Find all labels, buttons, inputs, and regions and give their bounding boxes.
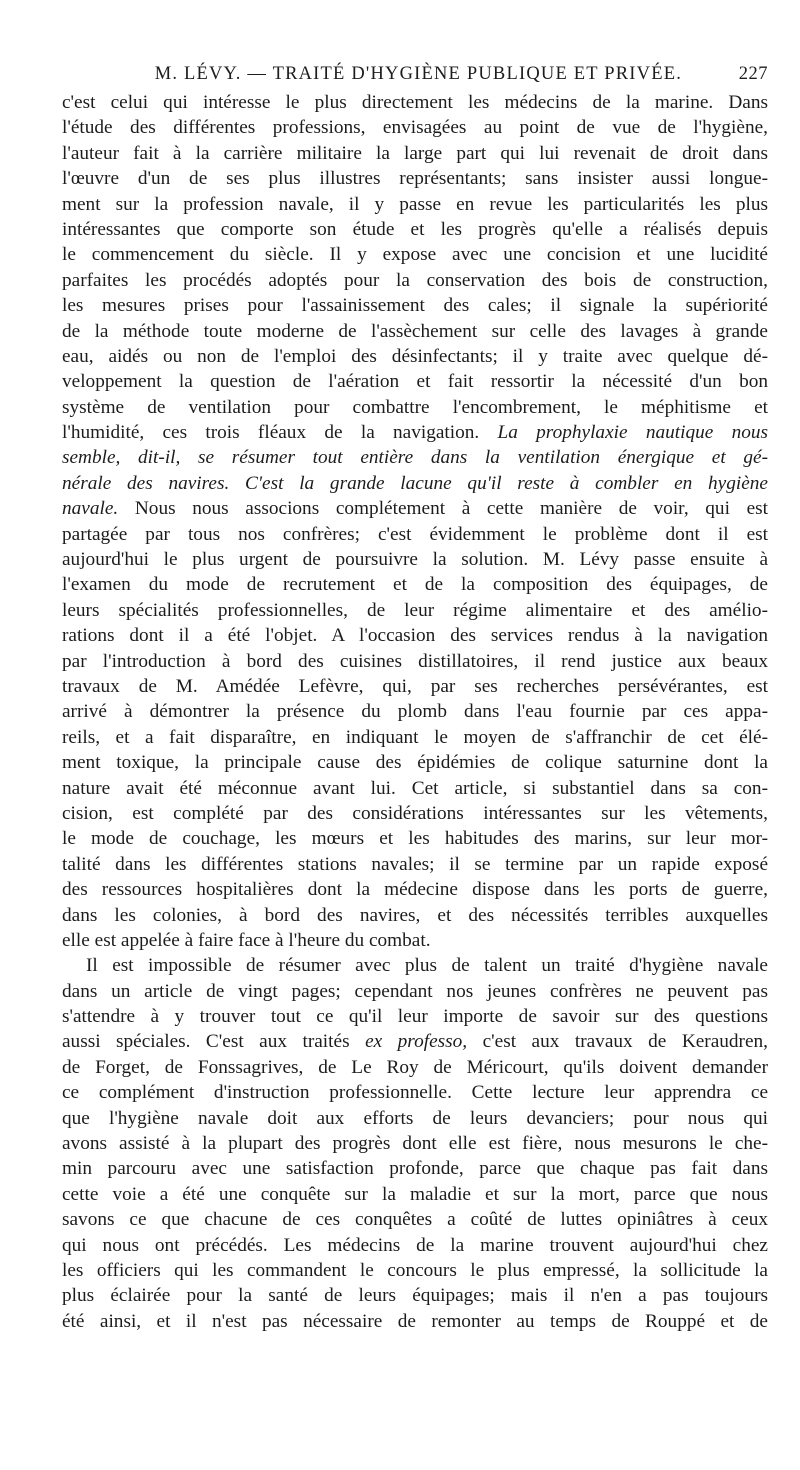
text-line: ment sur la profession navale, il y passe en revue les particularités les plus xyxy=(62,193,768,215)
text-line: l'examen du mode de recrutement et de la composition des équipages, de xyxy=(62,574,768,596)
text-line: talité dans les différentes stations navales; il se termine par un rapide exposé xyxy=(62,853,768,875)
italic-run: se résumer tout entière dans la ventilation énergique et gé- xyxy=(198,447,768,469)
text-line: travaux de M. Amédée Lefèvre, qui, par ses recherches persévérantes, est xyxy=(62,675,768,697)
text-line: été ainsi, et il n'est pas nécessaire de remonter au temps de Rouppé et de xyxy=(62,1310,768,1332)
text-line-mixed xyxy=(62,1029,768,1054)
text-run: c'est aux travaux de Keraudren, xyxy=(482,1031,768,1053)
italic-run: semble, dit-il, xyxy=(62,447,181,469)
paragraph-last-line: elle est appelée à faire face à l'heure du combat. xyxy=(62,929,431,951)
text-line: min parcouru avec une satisfaction profonde, parce que chaque pas fait dans xyxy=(62,1158,768,1180)
text-line: de la méthode toute moderne de l'assèchement sur celle des lavages à grande xyxy=(62,320,768,342)
text-line: arrivé à démontrer la présence du plomb dans l'eau fournie par ces appa- xyxy=(62,701,768,723)
text-line: ment toxique, la principale cause des épidémies de colique saturnine dont la xyxy=(62,752,768,774)
paragraph-first-line: Il est impossible de résumer avec plus de talent un traité d'hygiène navale xyxy=(86,955,768,977)
text-line: dans les colonies, à bord des navires, et des nécessités terribles auxquelles xyxy=(62,904,768,926)
text-line: intéressantes que comporte son étude et les progrès qu'elle a réalisés depuis xyxy=(62,218,768,240)
text-line: par l'introduction à bord des cuisines distillatoires, il rend justice aux beaux xyxy=(62,650,768,672)
text-line: l'auteur fait à la carrière militaire la large part qui lui revenait de droit dans xyxy=(62,142,768,164)
text-line: cision, est complété par des considérations intéressantes sur les vêtements, xyxy=(62,802,768,824)
text-line: aujourd'hui le plus urgent de poursuivre la solution. M. Lévy passe ensuite à xyxy=(62,549,768,571)
text-line: eau, aidés ou non de l'emploi des désinfectants; il y traite avec quelque dé- xyxy=(62,345,768,367)
text-line: les officiers qui les commandent le concours le plus empressé, la sollicitude la xyxy=(62,1259,768,1281)
text-line: cette voie a été une conquête sur la maladie et sur la mort, parce que nous xyxy=(62,1183,768,1205)
text-line: dans un article de vingt pages; cependant nos jeunes confrères ne peuvent pas xyxy=(62,980,768,1002)
text-line: plus éclairée pour la santé de leurs équipages; mais il n'en a pas toujours xyxy=(62,1285,768,1307)
running-head xyxy=(62,62,768,88)
text-line-mixed xyxy=(62,445,768,470)
text-line: savons ce que chacune de ces conquêtes a coûté de luttes opiniâtres à ceux xyxy=(62,1209,768,1231)
text-line: reils, et a fait disparaître, en indiquant le moyen de s'affranchir de cet élé- xyxy=(62,726,768,748)
text-run: l'humidité, ces trois fléaux de la navigation. xyxy=(62,422,480,444)
text-line: avons assisté à la plupart des progrès dont elle est fière, nous mesurons le che- xyxy=(62,1133,768,1155)
text-line: c'est celui qui intéresse le plus directement les médecins de la marine. Dans xyxy=(62,92,768,113)
text-line: des ressources hospitalières dont la médecine dispose dans les ports de guerre, xyxy=(62,879,768,901)
text-line: système de ventilation pour combattre l'encombrement, le méphitisme et xyxy=(62,396,768,418)
text-line: partagée par tous nos confrères; c'est évidemment le problème dont il est xyxy=(62,523,768,545)
text-line: s'attendre à y trouver tout ce qu'il leur importe de savoir sur des questions xyxy=(62,1006,768,1028)
text-line: que l'hygiène navale doit aux efforts de leurs devanciers; pour nous qui xyxy=(62,1107,768,1129)
text-line-mixed xyxy=(62,420,768,445)
text-line: leurs spécialités professionnelles, de leur régime alimentaire et des amélio- xyxy=(62,599,768,621)
running-title: M. LÉVY. — TRAITÉ D'HYGIÈNE PUBLIQUE ET PRIVÉE. xyxy=(154,64,683,84)
body-text xyxy=(62,90,768,1334)
text-line-italic: nérale des navires. C'est la grande lacune qu'il reste à combler en hygiène xyxy=(62,472,768,494)
text-line: de Forget, de Fonssagrives, de Le Roy de Méricourt, qu'ils doivent demander xyxy=(62,1056,768,1078)
text-line: le commencement du siècle. Il y expose avec une concision et une lucidité xyxy=(62,244,768,266)
book-page xyxy=(62,62,768,1334)
text-line: les mesures prises pour l'assainissement des cales; il signale la supériorité xyxy=(62,295,768,317)
text-line: l'œuvre d'un de ses plus illustres représentants; sans insister aussi longue- xyxy=(62,168,768,190)
text-line: nature avait été méconnue avant lui. Cet article, si substantiel dans sa con- xyxy=(62,777,768,799)
italic-run: ex professo, xyxy=(365,1031,468,1053)
italic-run: La prophylaxie nautique nous xyxy=(497,422,768,444)
text-line: rations dont il a été l'objet. A l'occasion des services rendus à la navigation xyxy=(62,625,768,647)
text-line: le mode de couchage, les mœurs et les habitudes des marins, sur leur mor- xyxy=(62,828,768,850)
text-line-mixed xyxy=(62,496,768,521)
text-line: veloppement la question de l'aération et fait ressortir la nécessité d'un bon xyxy=(62,371,768,393)
italic-run: navale. xyxy=(62,498,119,520)
page-number: 227 xyxy=(738,64,768,84)
text-line: qui nous ont précédés. Les médecins de la marine trouvent aujourd'hui chez xyxy=(62,1234,768,1256)
text-run: aussi spéciales. C'est aux traités xyxy=(62,1031,350,1053)
text-line: l'étude des différentes professions, envisagées au point de vue de l'hygiène, xyxy=(62,117,768,139)
text-line: parfaites les procédés adoptés pour la conservation des bois de construction, xyxy=(62,269,768,291)
text-run: Nous nous associons complétement à cette manière de voir, qui est xyxy=(134,498,768,520)
text-line: ce complément d'instruction professionnelle. Cette lecture leur apprendra ce xyxy=(62,1082,768,1104)
